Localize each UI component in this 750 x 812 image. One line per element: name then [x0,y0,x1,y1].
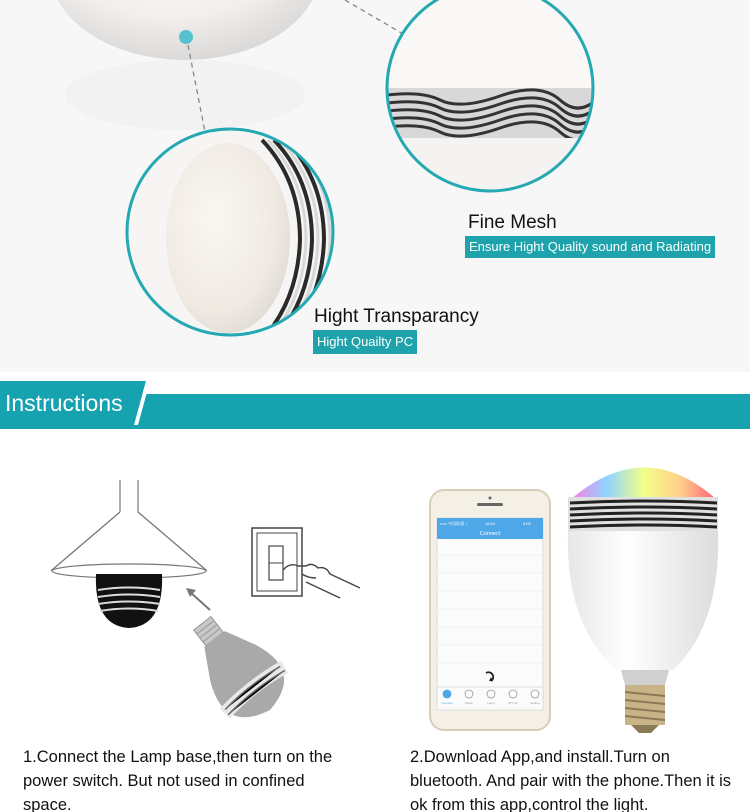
feature-title-transparency: Hight Transparancy [314,306,479,327]
step-1-text: 1.Connect the Lamp base,then turn on the power switch. But not used in confined space. [23,748,333,812]
section-title: Instructions [5,390,123,416]
feature-badge-transparency: Hight Quailty PC [313,330,417,354]
feature-title-mesh: Fine Mesh [468,212,557,233]
phone-tab-connect: Connect [441,701,453,705]
phone-header-title: Connect [479,531,501,537]
phone-status-carrier: ••••• 中国联通 ✓ [440,521,468,526]
phone-status-battery: 51% [523,521,532,526]
bulb-screw-base [625,685,665,733]
phone-tab-diy: DIY Clr [508,701,518,705]
step1-illustration [40,470,370,730]
phone-tab-setting: Setting [530,701,540,705]
transparency-closeup [120,125,340,345]
phone-tab-music: Music [465,701,473,705]
phone-tab-lamp: Lamp [487,701,495,705]
step2-illustration [425,445,730,735]
mesh-closeup [380,0,600,200]
step-2-text: 2.Download App,and install.Turn on bluetooth. And pair with the phone.Then it is ok from this app,control the light. [410,748,732,812]
phone-status-time: 16:04 [485,521,496,526]
feature-section [0,0,750,372]
callout-dot [179,30,193,44]
bulb-top-image [50,0,320,60]
feature-badge-mesh: Ensure Hight Quality sound and Radiating [465,236,715,258]
color-dome [570,468,717,501]
